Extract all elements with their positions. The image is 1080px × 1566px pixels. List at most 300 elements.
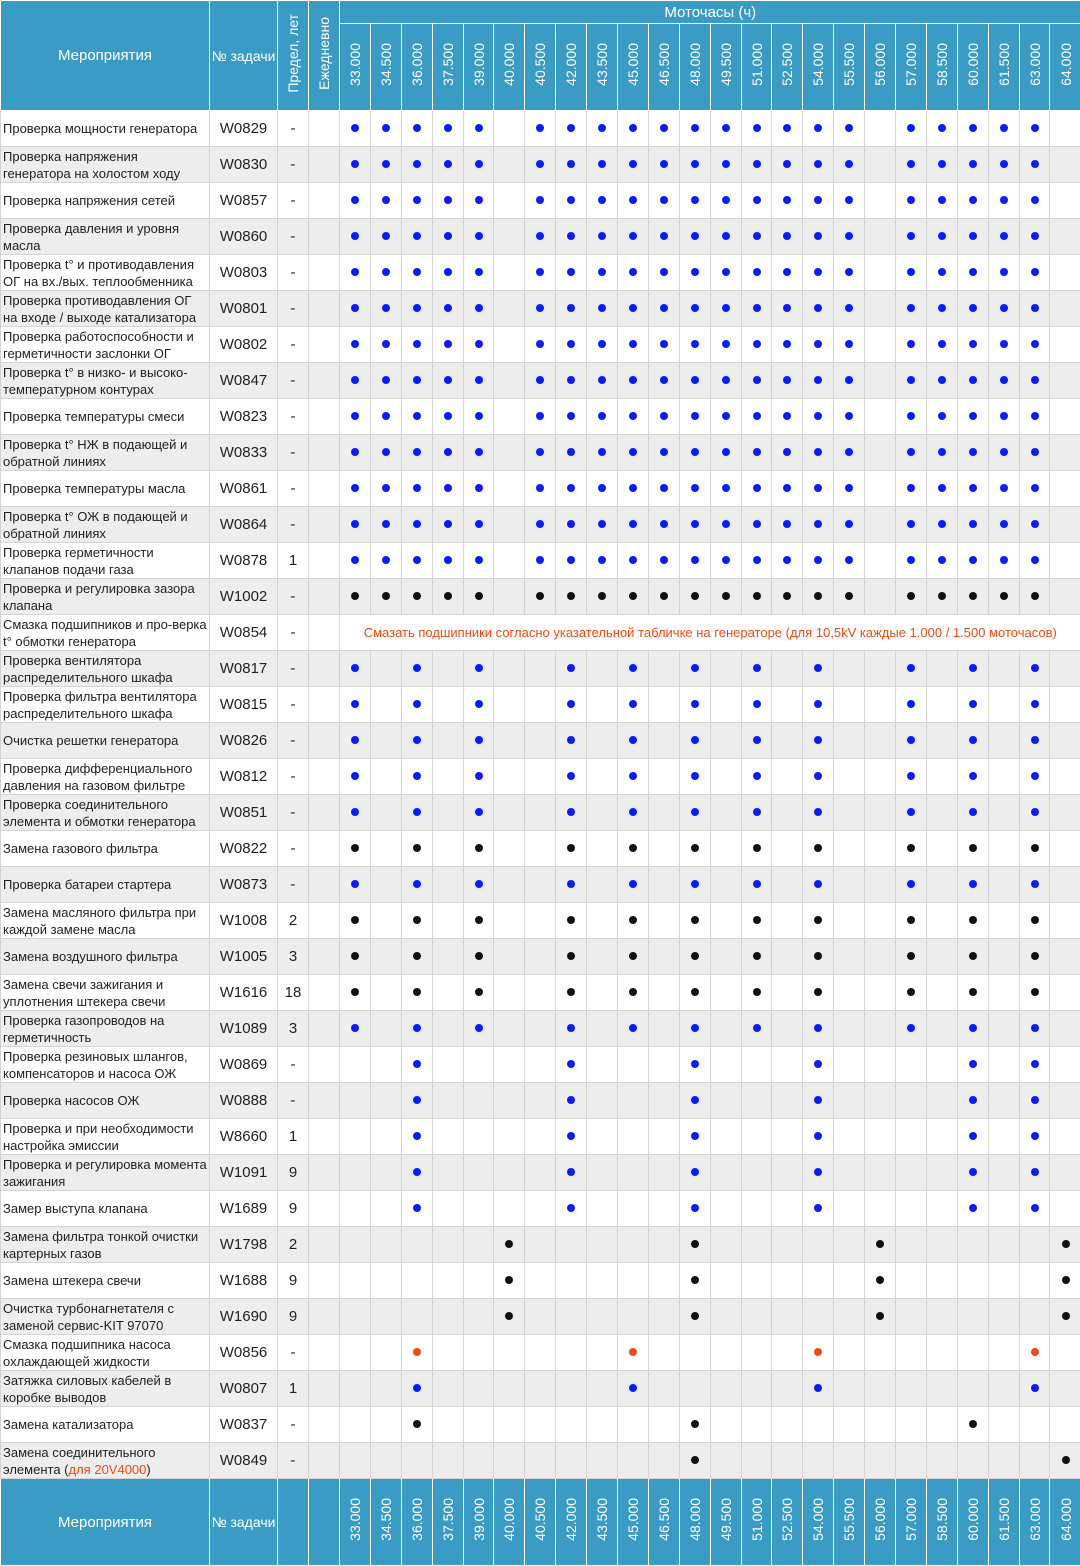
black-dot-icon (413, 916, 421, 924)
blue-dot-icon (598, 160, 606, 168)
blue-dot-icon (475, 880, 483, 888)
task-daily-cell (309, 1335, 340, 1371)
hour-cell (618, 1299, 649, 1335)
blue-dot-icon (567, 160, 575, 168)
black-dot-icon (876, 1312, 884, 1320)
blue-dot-icon (567, 1060, 575, 1068)
hour-cell (340, 1119, 371, 1155)
blue-dot-icon (444, 484, 452, 492)
hour-cell (648, 975, 679, 1011)
task-daily-cell (309, 1191, 340, 1227)
task-row (1, 183, 1080, 219)
hour-cell (494, 795, 525, 831)
hour-cell (896, 183, 927, 219)
footer-hour-label: 43.500 (594, 1498, 610, 1541)
hour-cell (494, 1407, 525, 1443)
blue-dot-icon (814, 1168, 822, 1176)
task-daily-cell (309, 435, 340, 471)
task-daily-cell (309, 543, 340, 579)
hour-cell (340, 363, 371, 399)
task-daily-cell (309, 183, 340, 219)
task-limit-years: - (278, 651, 309, 687)
blue-dot-icon (753, 196, 761, 204)
blue-dot-icon (1000, 412, 1008, 420)
hour-cell (988, 939, 1019, 975)
blue-dot-icon (722, 412, 730, 420)
hour-cell (834, 255, 865, 291)
hour-cell (988, 399, 1019, 435)
black-dot-icon (1062, 1276, 1070, 1284)
hour-cell (679, 795, 710, 831)
hour-cell (772, 507, 803, 543)
hour-cell (926, 867, 957, 903)
hour-cell (803, 687, 834, 723)
hour-cell (679, 1227, 710, 1263)
hour-cell (401, 435, 432, 471)
task-name (1, 1191, 210, 1227)
hour-cell (556, 435, 587, 471)
blue-dot-icon (536, 556, 544, 564)
blue-dot-icon (475, 520, 483, 528)
hour-cell (1019, 795, 1050, 831)
blue-dot-icon (969, 520, 977, 528)
task-name-text: Затяжка силовых кабелей в коробке выводов (3, 1373, 171, 1405)
blue-dot-icon (475, 736, 483, 744)
hour-cell (648, 543, 679, 579)
hour-cell (340, 1443, 371, 1479)
hour-cell (525, 975, 556, 1011)
hour-cell (401, 975, 432, 1011)
hour-cell (648, 111, 679, 147)
blue-dot-icon (938, 124, 946, 132)
hour-cell (865, 327, 896, 363)
task-name-text: Смазка подшипника насоса охлаждающей жидкости (3, 1337, 171, 1369)
blue-dot-icon (783, 484, 791, 492)
hour-cell (834, 1155, 865, 1191)
task-row (1, 1299, 1080, 1335)
blue-dot-icon (907, 232, 915, 240)
task-daily-cell (309, 471, 340, 507)
hour-cell (772, 1047, 803, 1083)
hour-cell (710, 795, 741, 831)
task-code: W0833 (210, 435, 278, 471)
task-code: W1798 (210, 1227, 278, 1263)
hour-cell (741, 507, 772, 543)
hour-cell (710, 1155, 741, 1191)
hour-cell (865, 1191, 896, 1227)
header-hour-6 (525, 24, 556, 111)
hour-cell (1050, 1011, 1080, 1047)
hour-cell (988, 1011, 1019, 1047)
blue-dot-icon (691, 196, 699, 204)
blue-dot-icon (969, 412, 977, 420)
hour-cell (370, 327, 401, 363)
hour-cell (494, 183, 525, 219)
hour-cell (370, 363, 401, 399)
task-row (1, 759, 1080, 795)
blue-dot-icon (351, 448, 359, 456)
hour-cell (834, 1443, 865, 1479)
hour-cell (988, 291, 1019, 327)
hour-cell (710, 1299, 741, 1335)
task-limit-years: - (278, 831, 309, 867)
hour-cell (772, 1335, 803, 1371)
task-name-text: Замена катализатора (3, 1417, 133, 1432)
hour-cell (988, 687, 1019, 723)
task-row (1, 1191, 1080, 1227)
blue-dot-icon (753, 808, 761, 816)
task-name-text: Смазка подшипников и про-верка t° обмотки генератора (3, 617, 207, 649)
blue-dot-icon (691, 232, 699, 240)
hour-cell (926, 1155, 957, 1191)
blue-dot-icon (814, 484, 822, 492)
blue-dot-icon (629, 1024, 637, 1032)
hour-cell (679, 255, 710, 291)
blue-dot-icon (907, 160, 915, 168)
hour-cell (370, 831, 401, 867)
task-row (1, 147, 1080, 183)
hour-cell (370, 219, 401, 255)
hour-cell (926, 1335, 957, 1371)
hour-cell (679, 327, 710, 363)
blue-dot-icon (783, 196, 791, 204)
hour-cell (618, 363, 649, 399)
hour-cell (988, 579, 1019, 615)
blue-dot-icon (660, 196, 668, 204)
hour-cell (710, 903, 741, 939)
hour-cell (1050, 975, 1080, 1011)
hour-cell (494, 1047, 525, 1083)
blue-dot-icon (1031, 700, 1039, 708)
hour-cell (926, 507, 957, 543)
hour-cell (340, 759, 371, 795)
blue-dot-icon (969, 1168, 977, 1176)
task-name-text: Очистка решетки генератора (3, 733, 178, 748)
blue-dot-icon (814, 160, 822, 168)
blue-dot-icon (938, 232, 946, 240)
task-limit-years: 9 (278, 1299, 309, 1335)
blue-dot-icon (413, 664, 421, 672)
hour-cell (865, 651, 896, 687)
task-daily-cell (309, 867, 340, 903)
hour-cell (432, 795, 463, 831)
blue-dot-icon (567, 196, 575, 204)
black-dot-icon (475, 988, 483, 996)
hour-cell (587, 1263, 618, 1299)
hour-cell (1019, 1155, 1050, 1191)
hour-cell (865, 687, 896, 723)
header-hour-label: 60.000 (965, 43, 981, 86)
hour-cell (1019, 687, 1050, 723)
hour-cell (556, 543, 587, 579)
task-name (1, 1119, 210, 1155)
blue-dot-icon (722, 520, 730, 528)
footer-task-number: № задачи (210, 1479, 278, 1566)
black-dot-icon (969, 592, 977, 600)
task-name (1, 759, 210, 795)
blue-dot-icon (722, 376, 730, 384)
blue-dot-icon (351, 412, 359, 420)
blue-dot-icon (567, 1024, 575, 1032)
hour-cell (772, 1299, 803, 1335)
hour-cell (896, 1371, 927, 1407)
hour-cell (710, 687, 741, 723)
task-daily-cell (309, 615, 340, 651)
blue-dot-icon (444, 232, 452, 240)
task-name-text: Проверка и регулировка момента зажигания (3, 1157, 207, 1189)
hour-cell (463, 543, 494, 579)
blue-dot-icon (629, 304, 637, 312)
hour-cell (463, 759, 494, 795)
blue-dot-icon (629, 484, 637, 492)
blue-dot-icon (938, 196, 946, 204)
hour-cell (370, 435, 401, 471)
blue-dot-icon (444, 340, 452, 348)
hour-cell (525, 1371, 556, 1407)
task-daily-cell (309, 507, 340, 543)
task-limit-years: - (278, 795, 309, 831)
blue-dot-icon (814, 1096, 822, 1104)
blue-dot-icon (783, 124, 791, 132)
hour-cell (741, 1047, 772, 1083)
hour-cell (957, 399, 988, 435)
task-code: W0823 (210, 399, 278, 435)
blue-dot-icon (475, 304, 483, 312)
blue-dot-icon (1000, 304, 1008, 312)
task-row (1, 903, 1080, 939)
header-hour-label: 57.000 (903, 43, 919, 86)
blue-dot-icon (753, 484, 761, 492)
hour-cell (1050, 147, 1080, 183)
task-limit-years: - (278, 183, 309, 219)
black-dot-icon (691, 988, 699, 996)
hour-cell (432, 1299, 463, 1335)
hour-cell (865, 831, 896, 867)
blue-dot-icon (629, 268, 637, 276)
blue-dot-icon (536, 232, 544, 240)
footer-hour-label: 51.000 (749, 1498, 765, 1541)
blue-dot-icon (1031, 412, 1039, 420)
header-hour-10 (648, 24, 679, 111)
hour-cell (772, 327, 803, 363)
hour-cell (463, 1227, 494, 1263)
hour-cell (587, 1407, 618, 1443)
hour-cell (494, 435, 525, 471)
hour-cell (957, 147, 988, 183)
blue-dot-icon (845, 196, 853, 204)
task-limit-years: - (278, 615, 309, 651)
footer-hour-label: 37.500 (440, 1498, 456, 1541)
hour-cell (988, 1191, 1019, 1227)
hour-cell (587, 363, 618, 399)
task-row (1, 1119, 1080, 1155)
hour-cell (1019, 975, 1050, 1011)
blue-dot-icon (382, 268, 390, 276)
header-hour-label: 37.500 (440, 43, 456, 86)
hour-cell (370, 111, 401, 147)
hour-cell (340, 183, 371, 219)
black-dot-icon (753, 952, 761, 960)
hour-cell (525, 1263, 556, 1299)
hour-cell (556, 363, 587, 399)
blue-dot-icon (722, 268, 730, 276)
blue-dot-icon (814, 736, 822, 744)
hour-cell (494, 867, 525, 903)
hour-cell (618, 183, 649, 219)
hour-cell (587, 507, 618, 543)
hour-cell (401, 183, 432, 219)
task-name-text: Проверка и при необходимости настройка эмиссии (3, 1121, 194, 1153)
hour-cell (370, 687, 401, 723)
hour-cell (494, 759, 525, 795)
hour-cell (865, 543, 896, 579)
blue-dot-icon (413, 412, 421, 420)
blue-dot-icon (783, 448, 791, 456)
task-code: W0854 (210, 615, 278, 651)
task-limit-years: - (278, 759, 309, 795)
hour-cell (1019, 363, 1050, 399)
blue-dot-icon (814, 808, 822, 816)
hour-cell (803, 183, 834, 219)
hour-cell (926, 363, 957, 399)
hour-cell (432, 183, 463, 219)
task-row (1, 1155, 1080, 1191)
task-name-text: Проверка резиновых шлангов, компенсаторов и насоса ОЖ (3, 1049, 188, 1081)
task-limit-years: - (278, 435, 309, 471)
blue-dot-icon (753, 376, 761, 384)
hour-cell (834, 579, 865, 615)
hour-cell (988, 1227, 1019, 1263)
blue-dot-icon (969, 340, 977, 348)
hour-cell (803, 399, 834, 435)
black-dot-icon (351, 844, 359, 852)
hour-cell (556, 831, 587, 867)
hour-cell (494, 1155, 525, 1191)
hour-cell (340, 831, 371, 867)
blue-dot-icon (629, 880, 637, 888)
hour-cell (926, 1299, 957, 1335)
hour-cell (463, 651, 494, 687)
hour-cell (401, 723, 432, 759)
hour-cell (896, 111, 927, 147)
black-dot-icon (629, 916, 637, 924)
hour-cell (957, 1191, 988, 1227)
hour-cell (865, 903, 896, 939)
hour-cell (618, 111, 649, 147)
hour-cell (1050, 795, 1080, 831)
hour-cell (370, 975, 401, 1011)
hour-cell (679, 1083, 710, 1119)
hour-cell (463, 507, 494, 543)
hour-cell (648, 723, 679, 759)
black-dot-icon (475, 592, 483, 600)
blue-dot-icon (444, 304, 452, 312)
hour-cell (803, 1227, 834, 1263)
blue-dot-icon (629, 556, 637, 564)
hour-cell (340, 471, 371, 507)
hour-cell (988, 903, 1019, 939)
hour-cell (865, 1407, 896, 1443)
hour-cell (618, 1407, 649, 1443)
hour-cell (865, 867, 896, 903)
task-daily-cell (309, 1263, 340, 1299)
footer-hour-5 (494, 1479, 525, 1566)
hour-cell (772, 1155, 803, 1191)
task-name (1, 939, 210, 975)
hour-cell (432, 1191, 463, 1227)
hour-cell (648, 1299, 679, 1335)
header-hour-label: 33.000 (347, 43, 363, 86)
hour-cell (772, 975, 803, 1011)
hour-cell (710, 831, 741, 867)
task-daily-cell (309, 111, 340, 147)
task-limit-years: - (278, 255, 309, 291)
hour-cell (401, 543, 432, 579)
task-name (1, 579, 210, 615)
blue-dot-icon (536, 340, 544, 348)
hour-cell (710, 399, 741, 435)
hour-cell (957, 723, 988, 759)
footer-row (1, 1479, 1080, 1566)
task-limit-years: - (278, 723, 309, 759)
hour-cell (618, 327, 649, 363)
task-row (1, 111, 1080, 147)
blue-dot-icon (1031, 160, 1039, 168)
hour-cell (957, 327, 988, 363)
hour-cell (865, 795, 896, 831)
task-name-text: Проверка противодавления ОГ на входе / выходе катализатора (3, 293, 196, 325)
blue-dot-icon (1031, 1060, 1039, 1068)
hour-cell (1050, 759, 1080, 795)
hour-cell (679, 435, 710, 471)
task-name-text: Проверка t° и противодавления ОГ на вх./вых. теплообменника (3, 257, 194, 289)
blue-dot-icon (1031, 340, 1039, 348)
hour-cell (1019, 399, 1050, 435)
hour-cell (772, 723, 803, 759)
hour-cell (587, 687, 618, 723)
blue-dot-icon (536, 196, 544, 204)
hour-cell (1050, 435, 1080, 471)
hour-cell (618, 651, 649, 687)
hour-cell (865, 435, 896, 471)
task-code: W0815 (210, 687, 278, 723)
task-code: W0847 (210, 363, 278, 399)
hour-cell (926, 1371, 957, 1407)
hour-cell (834, 1119, 865, 1155)
hour-cell (525, 795, 556, 831)
hour-cell (556, 651, 587, 687)
hour-cell (679, 1191, 710, 1227)
hour-cell (618, 1335, 649, 1371)
blue-dot-icon (691, 1168, 699, 1176)
hour-cell (741, 831, 772, 867)
hour-cell (648, 1011, 679, 1047)
black-dot-icon (1062, 1312, 1070, 1320)
hour-cell (525, 1011, 556, 1047)
header-limit-years-label: Предел, лет (285, 14, 301, 93)
blue-dot-icon (691, 808, 699, 816)
black-dot-icon (907, 844, 915, 852)
hour-cell (803, 1155, 834, 1191)
blue-dot-icon (907, 700, 915, 708)
task-name-text: Проверка работоспособности и герметичности заслонки ОГ (3, 329, 194, 361)
task-name-text: Проверка температуры смеси (3, 409, 184, 424)
blue-dot-icon (351, 880, 359, 888)
blue-dot-icon (567, 772, 575, 780)
hour-cell (432, 1083, 463, 1119)
black-dot-icon (505, 1276, 513, 1284)
hour-cell (618, 147, 649, 183)
